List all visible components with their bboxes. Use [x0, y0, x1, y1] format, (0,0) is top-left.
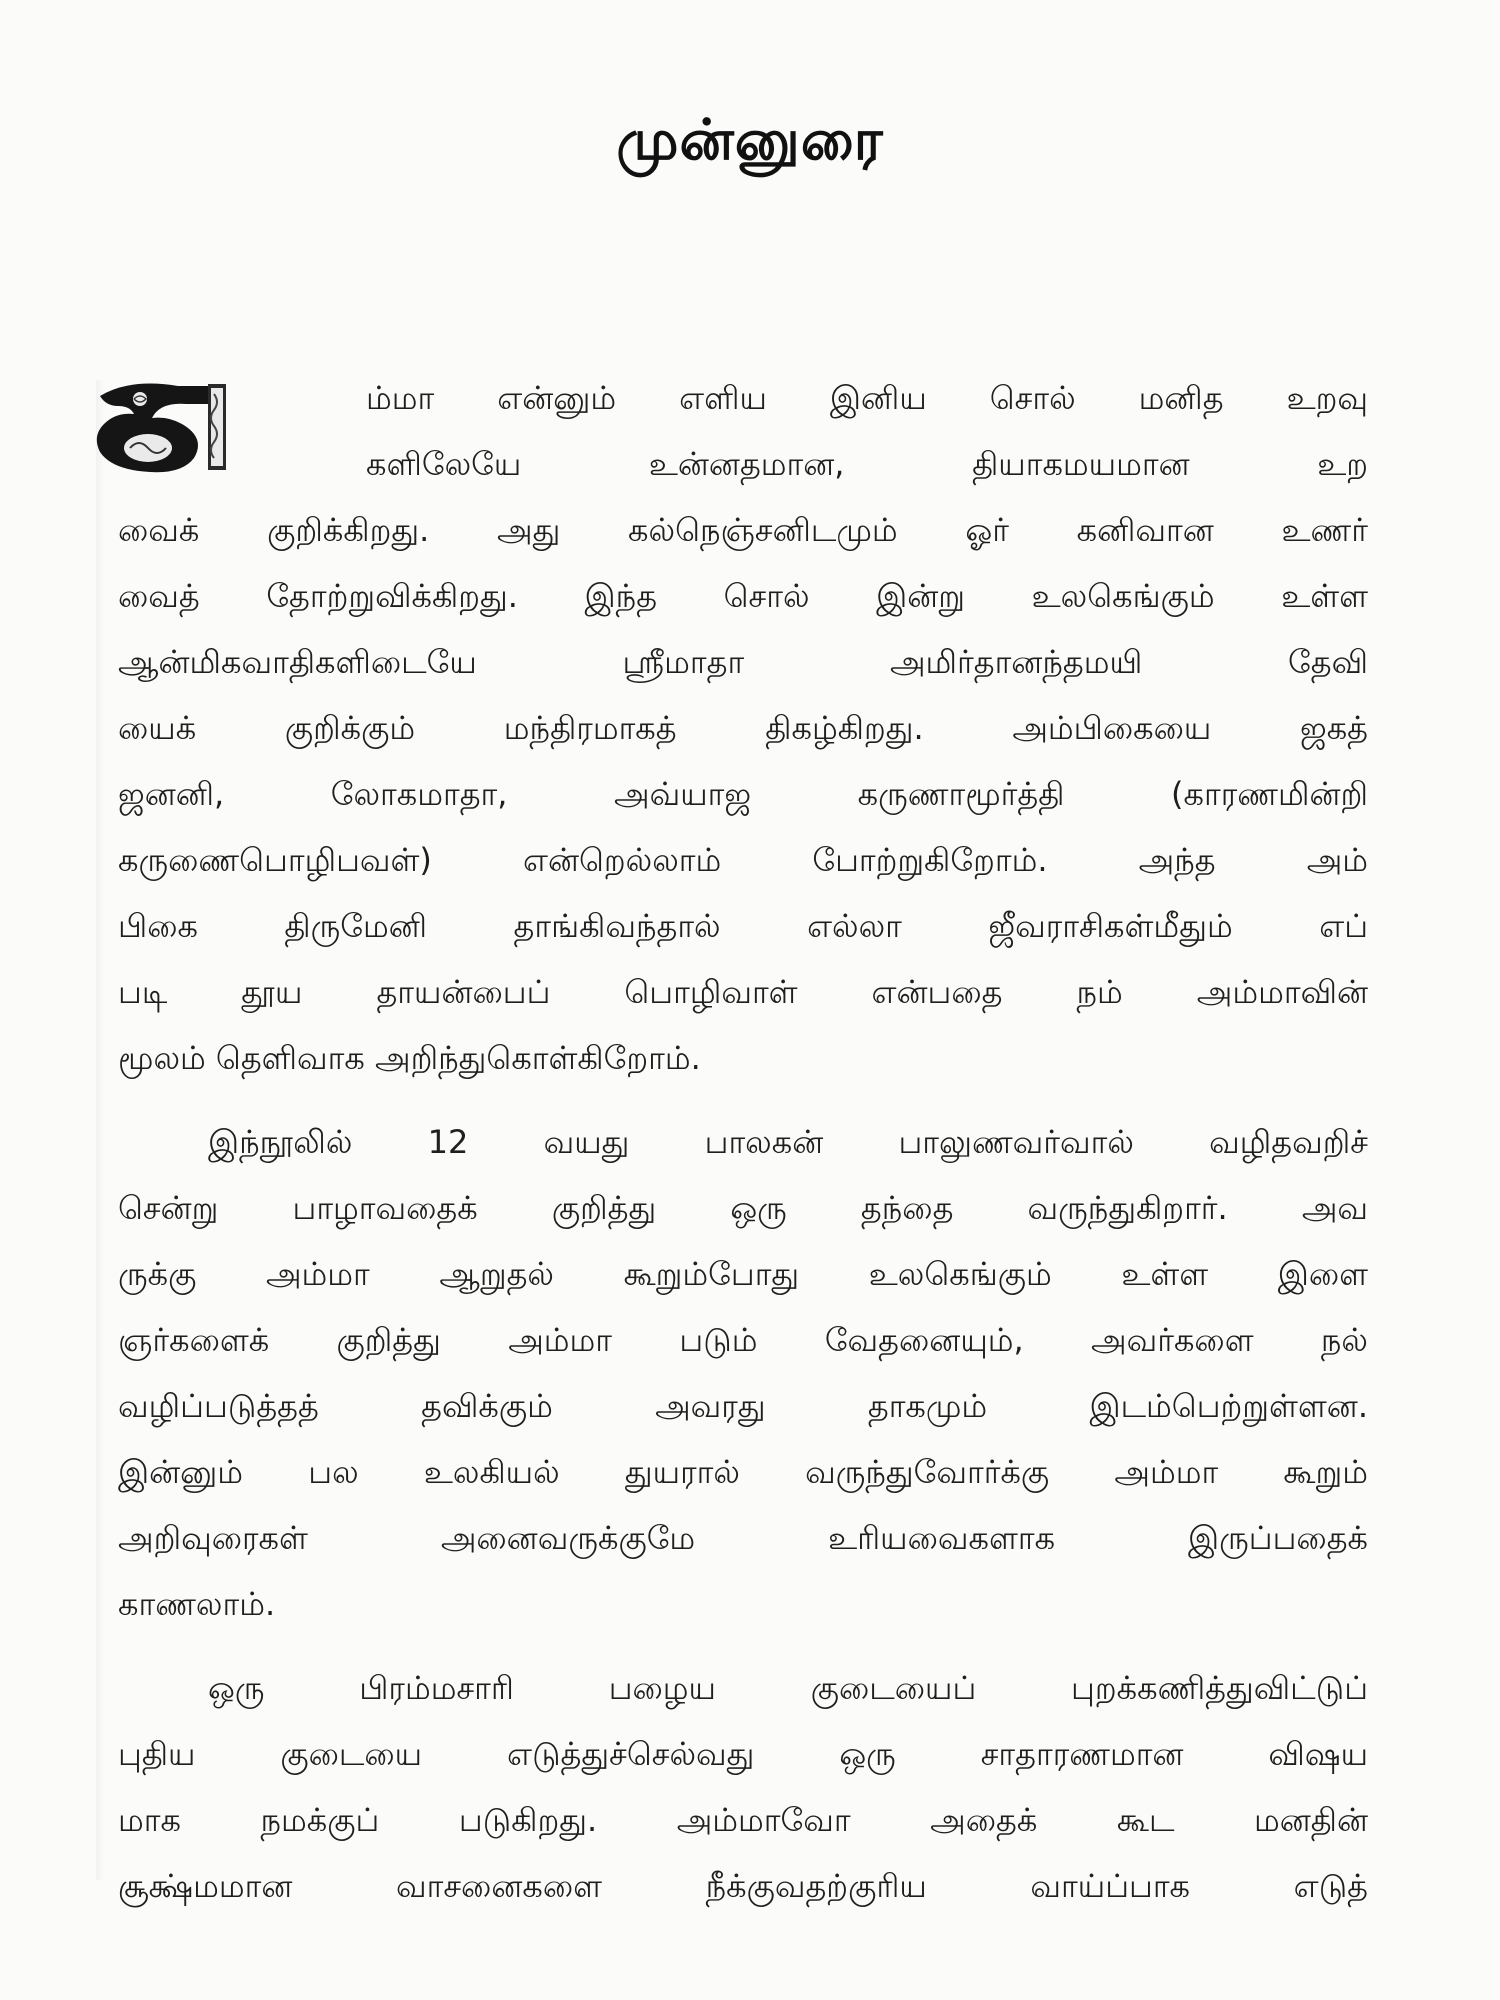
scan-shadow	[96, 380, 104, 1880]
text-line: மூலம் தெளிவாக அறிந்துகொள்கிறோம்.	[118, 1039, 701, 1077]
text-line: அறிவுரைகள் அனைவருக்குமே உரியவைகளாக இருப்பதைக்	[118, 1519, 1368, 1557]
text-line: இந்நூலில் 12 வயது பாலகன் பாலுணவர்வால் வழிதவறிச்	[208, 1123, 1368, 1161]
text-line: வழிப்படுத்தத் தவிக்கும் அவரது தாகமும் இடம்பெற்றுள்ளன.	[118, 1387, 1368, 1425]
text-line: வைத் தோற்றுவிக்கிறது. இந்த சொல் இன்று உலகெங்கும் உள்ள	[118, 577, 1368, 615]
text-line: சென்று பாழாவதைக் குறித்து ஒரு தந்தை வருந்துகிறார். அவ	[118, 1189, 1368, 1227]
text-line: ஞர்களைக் குறித்து அம்மா படும் வேதனையும், அவர்களை நல்	[118, 1321, 1368, 1359]
text-line: ருக்கு அம்மா ஆறுதல் கூறும்போது உலகெங்கும் உள்ள இளை	[118, 1255, 1368, 1293]
text-line: ஆன்மிகவாதிகளிடையே ஸ்ரீமாதா அமிர்தானந்தமயி தேவி	[118, 643, 1368, 681]
body-text	[118, 365, 1368, 1919]
text-line: பிகை திருமேனி தாங்கிவந்தால் எல்லா ஜீவராசிகள்மீதும் எப்	[118, 907, 1368, 945]
text-line: வைக் குறிக்கிறது. அது கல்நெஞ்சனிடமும் ஓர் கனிவான உணர்	[118, 511, 1368, 549]
text-line: மாக நமக்குப் படுகிறது. அம்மாவோ அதைக் கூட மனதின்	[118, 1801, 1368, 1839]
text-line: காணலாம்.	[118, 1585, 276, 1623]
text-line: புதிய குடையை எடுத்துச்செல்வது ஒரு சாதாரணமான விஷய	[118, 1735, 1368, 1773]
paragraph-gap	[118, 1091, 1368, 1109]
text-line: படி தூய தாயன்பைப் பொழிவாள் என்பதை நம் அம்மாவின்	[118, 973, 1368, 1011]
text-line: களிலேயே உன்னதமான, தியாகமயமான உற	[366, 445, 1368, 483]
text-line: கருணைபொழிபவள்) என்றெல்லாம் போற்றுகிறோம். அந்த அம்	[118, 841, 1368, 879]
text-line: யைக் குறிக்கும் மந்திரமாகத் திகழ்கிறது. அம்பிகையை ஜகத்	[118, 709, 1368, 747]
text-line: ஜனனி, லோகமாதா, அவ்யாஜ கருணாமூர்த்தி (காரணமின்றி	[118, 775, 1368, 813]
text-line: இன்னும் பல உலகியல் துயரால் வருந்துவோர்க்கு அம்மா கூறும்	[118, 1453, 1368, 1491]
page-title: முன்னுரை	[616, 108, 884, 173]
text-line: ம்மா என்னும் எளிய இனிய சொல் மனித உறவு	[366, 379, 1368, 417]
text-line: சூக்ஷ்மமான வாசனைகளை நீக்குவதற்குரிய வாய்ப்பாக எடுத்	[118, 1867, 1368, 1905]
text-line: ஒரு பிரம்மசாரி பழைய குடையைப் புறக்கணித்துவிட்டுப்	[208, 1669, 1368, 1707]
paragraph-gap	[118, 1637, 1368, 1655]
